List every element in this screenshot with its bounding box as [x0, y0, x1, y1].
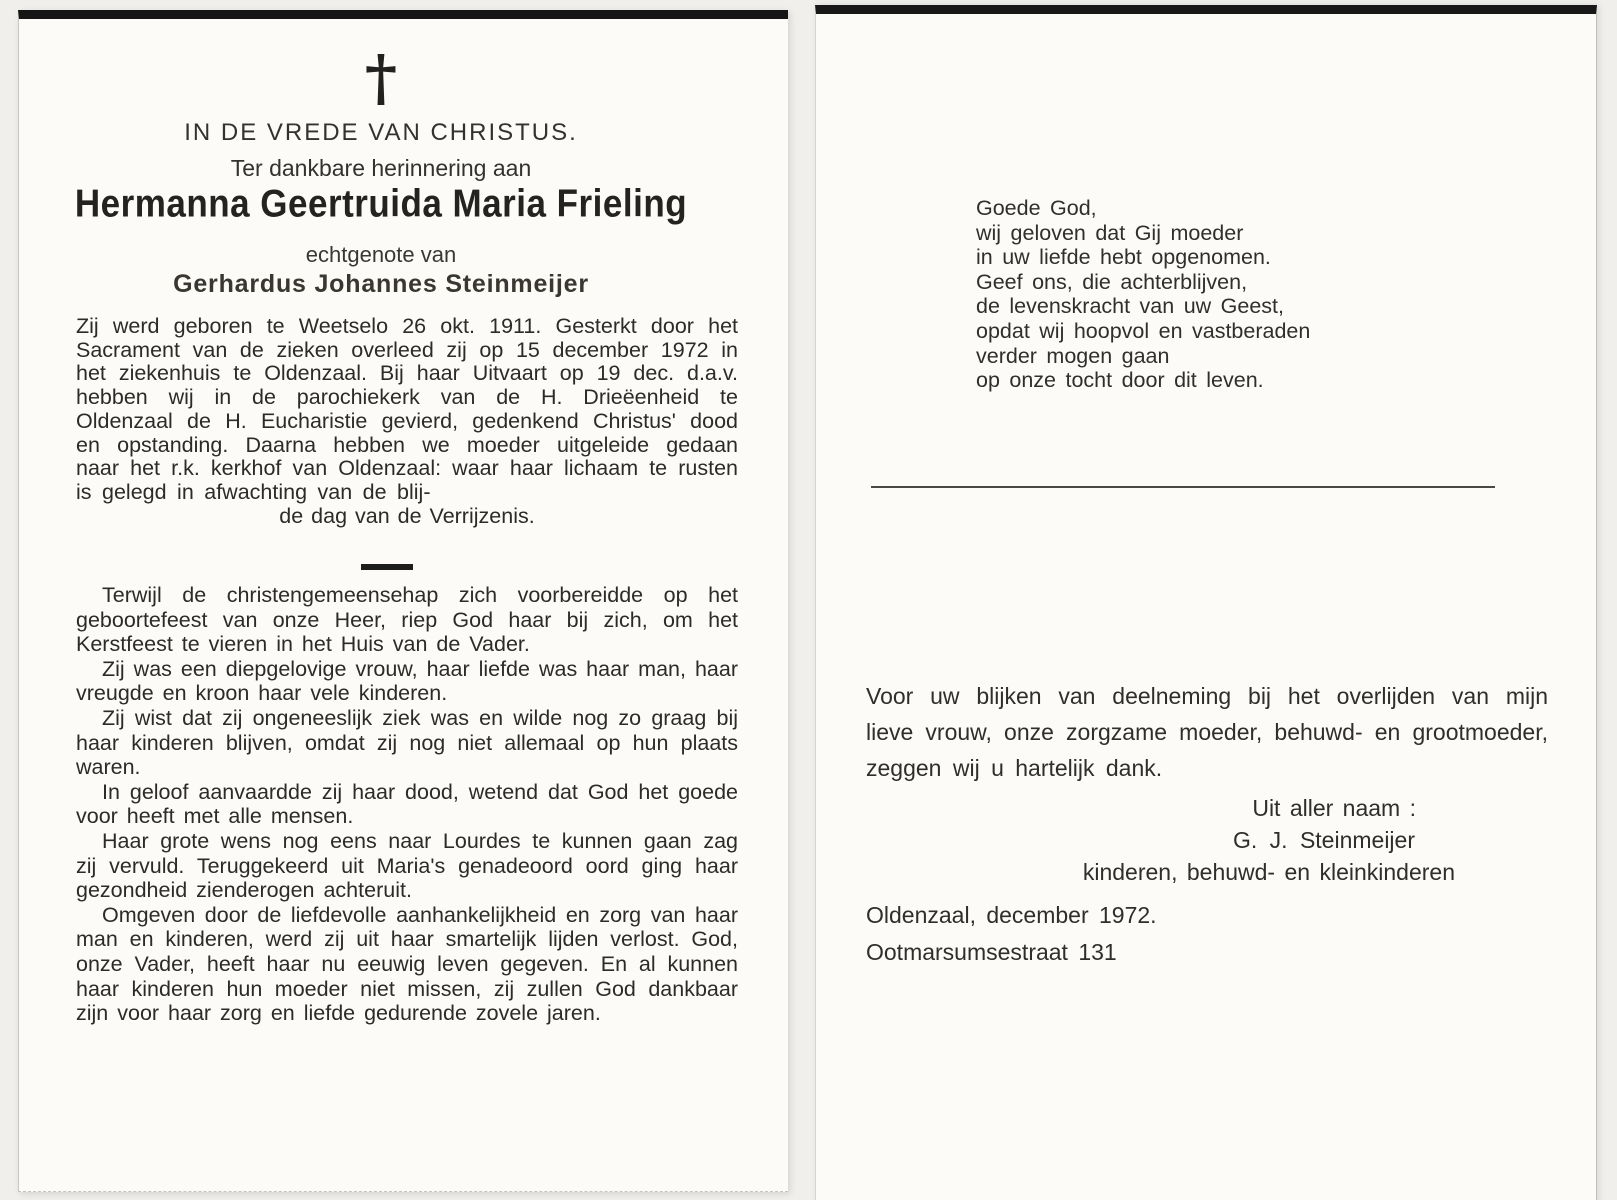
memorial-paragraph: In geloof aanvaardde zij haar dood, wetend dat God het goede voor heeft met alle mensen.: [76, 779, 738, 829]
relation-label: echtgenote van: [305, 242, 457, 267]
left-page: [18, 10, 788, 1192]
prayer-block: [976, 196, 1310, 393]
place-date-line: Oldenzaal, december 1972.: [866, 902, 1157, 928]
prayer-line: Goede God,: [976, 196, 1097, 220]
prayer-line: wij geloven dat Gij moeder: [976, 220, 1244, 245]
prayer-line: verder mogen gaan: [976, 343, 1170, 368]
signature-block: [866, 792, 1548, 888]
section-divider: [361, 564, 413, 570]
prayer-line: Geef ons, die achterblijven,: [976, 269, 1248, 294]
cross-icon: †: [364, 41, 398, 114]
prayer-line: de levenskracht van uw Geest,: [976, 294, 1284, 319]
separator-rule: [871, 486, 1495, 488]
memorial-paragraph: Haar grote wens nog eens naar Lourdes te kunnen gaan zag zij vervuld. Teruggekeerd uit Maria's genadeoord oord ging haar gezondheid zienderogen achteruit.: [76, 828, 738, 903]
biography-last-line: de dag van de Verrijzenis.: [279, 503, 535, 528]
right-page: [815, 5, 1597, 1200]
signature-intro: Uit aller naam :: [1252, 795, 1416, 821]
thanks-paragraph: Voor uw blijken van deelneming bij het overlijden van mijn lieve vrouw, onze zorgzame moeder, behuwd- en grootmoeder, zeggen wij u hartelijk dank.: [866, 683, 1548, 781]
peace-line: IN DE VREDE VAN CHRISTUS.: [184, 119, 578, 146]
memorial-text-block: [76, 583, 738, 1026]
remembrance-line: Ter dankbare herinnering aan: [230, 155, 532, 181]
memorial-paragraph: Zij was een diepgelovige vrouw, haar liefde was haar man, haar vreugde en kroon haar vele kinderen.: [76, 656, 738, 706]
deceased-name: Hermanna Geertruida Maria Frieling: [74, 182, 688, 226]
memorial-paragraph: Zij wist dat zij ongeneeslijk ziek was en wilde nog zo graag bij haar kinderen blijven, omdat zij nog niet allemaal op hun plaats waren.: [76, 705, 738, 780]
biography-paragraph: Zij werd geboren te Weetselo 26 okt. 1911. Gesterkt door het Sacrament van de zieken overleed zij op 15 december 1972 in het ziekenhuis te Oldenzaal. Bij haar Uitvaart op 19 dec. d.a.v. hebben wij in de parochiekerk van de H. Drieëenheid te Oldenzaal de H. Eucharistie gevierd, gedenkend Christus' dood en opstanding. Daarna hebben we moeder uitgeleide gedaan naar het r.k. kerkhof van Oldenzaal: waar haar lichaam te rusten is gelegd in afwachting van de blij-: [76, 314, 738, 504]
spouse-name: Gerhardus Johannes Steinmeijer: [173, 270, 589, 298]
memorial-paragraph: Terwijl de christengemeensehap zich voorbereidde op het geboortefeest van onze Heer, riep God haar bij zich, om het Kerstfeest te vieren in het Huis van de Vader.: [76, 583, 738, 657]
prayer-line: in uw liefde hebt opgenomen.: [976, 245, 1271, 270]
signature-name: G. J. Steinmeijer: [1233, 827, 1415, 853]
address-line: Ootmarsumsestraat 131: [866, 939, 1117, 965]
prayer-line: op onze tocht door dit leven.: [976, 368, 1264, 393]
signature-family: kinderen, behuwd- en kleinkinderen: [1082, 859, 1455, 885]
memorial-paragraph: Omgeven door de liefdevolle aanhankelijkheid en zorg van haar man en kinderen, werd zij uit haar smartelijk lijden verlost. God, onze Vader, heeft haar nu eeuwig leven gegeven. En al kunnen haar kinderen hun moeder niet missen, zij zullen God dankbaar zijn voor haar zorg en liefde gedurende zovele jaren.: [76, 902, 738, 1026]
biography-block: [76, 315, 738, 528]
prayer-line: opdat wij hoopvol en vastberaden: [976, 318, 1311, 343]
